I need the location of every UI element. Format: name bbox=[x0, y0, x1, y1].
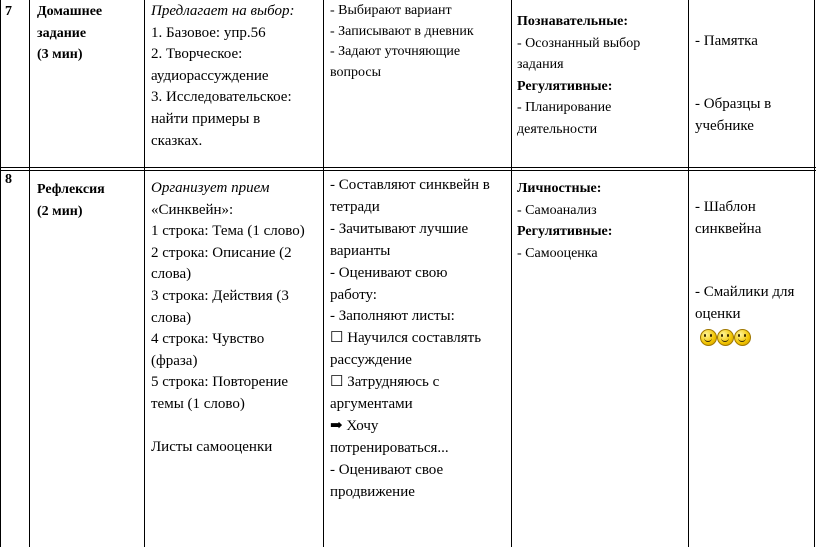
row-divider bbox=[0, 167, 816, 168]
smiley-icon bbox=[734, 329, 751, 346]
table-border-col4 bbox=[511, 0, 512, 547]
checkbox-option: ☐ Научился составлять bbox=[330, 330, 482, 347]
resources: - Памятка bbox=[695, 33, 758, 49]
teacher-activity: Предлагает на выбор: 1. Базовое: упр.56 2. Творческое: аудиорассуждение 3. Исследовательское: найти примеры в сказках. bbox=[151, 3, 295, 149]
row-number: 8 bbox=[5, 172, 12, 187]
table-border-col3 bbox=[323, 0, 324, 547]
arrow-option: ➡ Хочу bbox=[330, 417, 379, 434]
stage-name: Домашнее задание (3 мин) bbox=[37, 4, 103, 63]
resources: - Образцы в учебнике bbox=[695, 96, 772, 134]
resources: - Смайлики для оценки bbox=[695, 284, 795, 322]
smileys bbox=[700, 328, 751, 346]
table-border-left bbox=[0, 0, 1, 547]
resources: - Шаблон синквейна bbox=[695, 199, 762, 237]
uud-list: Личностные: - Самоанализ Регулятивные: - Самооценка bbox=[517, 181, 613, 261]
stage-name: Рефлексия (2 мин) bbox=[37, 182, 105, 219]
table-border-col1 bbox=[29, 0, 30, 547]
checkbox-option: ☐ Затрудняюсь с bbox=[330, 374, 440, 391]
table-border-right bbox=[814, 0, 815, 547]
row-divider-inner bbox=[0, 170, 816, 171]
teacher-activity: Организует прием «Синквейн»: 1 строка: Тема (1 слово) 2 строка: Описание (2 слова) 3 строка: Действия (3 слова) 4 строка: Чувство (фраза) 5 строка: Повторение темы (1 слово) Листы самооценки bbox=[151, 180, 305, 456]
student-activity: - Составляют синквейн в тетради - Зачитывают лучшие варианты - Оценивают свою работу: - Заполняют листы: ☐ Научился составлять рассуждение ☐ Затрудняюсь с аргументами ➡ Хочу потренироваться... - Оценивают свое продвижение bbox=[330, 177, 490, 500]
student-activity: - Выбирают вариант - Записывают в дневник - Задают уточняющие вопросы bbox=[330, 3, 474, 80]
smiley-icon bbox=[717, 329, 734, 346]
table-border-col5 bbox=[688, 0, 689, 547]
smiley-icon bbox=[700, 329, 717, 346]
row-number: 7 bbox=[5, 4, 12, 19]
uud-list: Познавательные: - Осознанный выбор задания Регулятивные: - Планирование деятельности bbox=[517, 14, 641, 137]
table-border-col2 bbox=[144, 0, 145, 547]
